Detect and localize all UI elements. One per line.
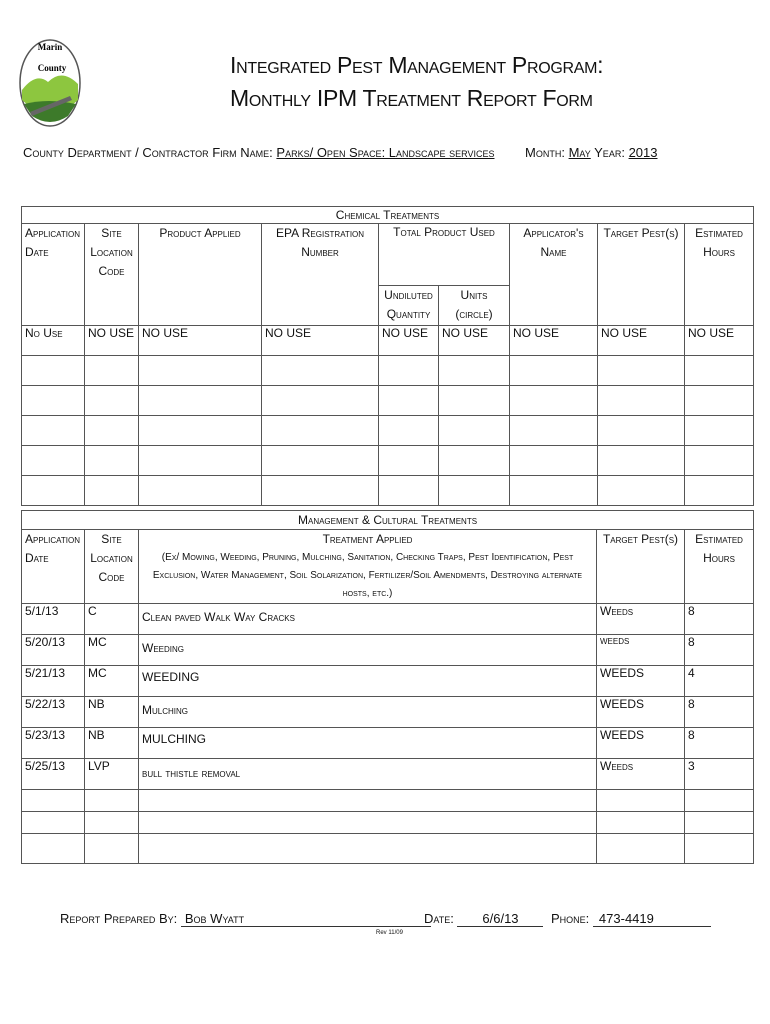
month-value: May — [568, 145, 591, 160]
table-row — [22, 759, 754, 790]
cell-treatment: bull thistle removal — [139, 759, 597, 790]
cell-site: NB — [85, 728, 139, 759]
form-subtitle: Monthly IPM Treatment Report Form — [230, 85, 593, 111]
chem-header-undiluted: Undiluted Quantity — [379, 286, 439, 326]
table-row — [22, 476, 754, 506]
cell-undiluted: NO USE — [379, 326, 439, 356]
table-row — [22, 635, 754, 666]
mgmt-header-target: Target Pest(s) — [597, 530, 685, 604]
dept-line — [23, 145, 495, 160]
table-row — [22, 326, 754, 356]
cell-applicator: NO USE — [510, 326, 598, 356]
date-field — [424, 911, 543, 927]
mgmt-header-app-date: Application Date — [22, 530, 85, 604]
marin-county-logo — [18, 38, 82, 128]
chem-header-epa: EPA Registration Number — [262, 224, 379, 326]
cell-target: NO USE — [598, 326, 685, 356]
logo-text-1: Marin — [37, 42, 63, 52]
cell-hours: NO USE — [685, 326, 754, 356]
logo-text-2: County — [37, 63, 67, 73]
cell-hours: 3 — [685, 759, 754, 790]
cell-hours: 4 — [685, 666, 754, 697]
cell-site: NB — [85, 697, 139, 728]
management-treatments-table — [21, 510, 754, 864]
phone-line — [593, 911, 711, 927]
cell-date: 5/20/13 — [22, 635, 85, 666]
chem-header-site-code: Site Location Code — [85, 224, 139, 326]
year-label: Year: — [594, 145, 625, 160]
table-row — [22, 446, 754, 476]
month-label: Month: — [525, 145, 565, 160]
mgmt-header-hours: Estimated Hours — [685, 530, 754, 604]
cell-site: C — [85, 604, 139, 635]
cell-treatment: MULCHING — [139, 728, 597, 759]
cell-date: 5/1/13 — [22, 604, 85, 635]
revision-label: Rev 11/09 — [376, 930, 403, 936]
phone-label: Phone: — [551, 911, 590, 926]
table-row — [22, 604, 754, 635]
cell-treatment: WEEDING — [139, 666, 597, 697]
chem-header-units: Units (circle) — [439, 286, 510, 326]
phone-field — [551, 911, 711, 927]
table-row — [22, 416, 754, 446]
chem-header-target: Target Pest(s) — [598, 224, 685, 326]
cell-target: Weeds — [597, 604, 685, 635]
cell-date: 5/22/13 — [22, 697, 85, 728]
cell-site: MC — [85, 666, 139, 697]
cell-target: WEEDS — [597, 697, 685, 728]
cell-site-code: NO USE — [85, 326, 139, 356]
cell-site: LVP — [85, 759, 139, 790]
mgmt-section-title: Management & Cultural Treatments — [22, 511, 754, 530]
mgmt-header-treatment: Treatment Applied — [322, 532, 413, 546]
cell-units: NO USE — [439, 326, 510, 356]
chem-header-hours: Estimated Hours — [685, 224, 754, 326]
form-title: Integrated Pest Management Program: — [230, 52, 604, 78]
cell-treatment: Weeding — [139, 635, 597, 666]
date-line — [457, 911, 543, 927]
cell-app-date: No Use — [22, 326, 85, 356]
cell-treatment: Clean paved Walk Way Cracks — [139, 604, 597, 635]
year-value: 2013 — [628, 145, 658, 160]
phone-value: 473-4419 — [598, 911, 654, 926]
dept-value: Parks/ Open Space: Landscape services — [276, 145, 495, 160]
table-row — [22, 666, 754, 697]
cell-hours: 8 — [685, 635, 754, 666]
cell-target: Weeds — [597, 759, 685, 790]
mgmt-header-treatment-cell — [139, 530, 597, 604]
table-row — [22, 728, 754, 759]
prepared-label: Report Prepared By: — [60, 911, 178, 926]
cell-treatment: Mulching — [139, 697, 597, 728]
cell-target: weeds — [597, 635, 685, 666]
prepared-line — [181, 911, 431, 927]
table-row — [22, 386, 754, 416]
cell-site: MC — [85, 635, 139, 666]
cell-date: 5/21/13 — [22, 666, 85, 697]
mgmt-header-site-code: Site Location Code — [85, 530, 139, 604]
table-row — [22, 356, 754, 386]
date-label: Date: — [424, 911, 454, 926]
dept-label: County Department / Contractor Firm Name: — [23, 145, 273, 160]
cell-date: 5/23/13 — [22, 728, 85, 759]
cell-hours: 8 — [685, 604, 754, 635]
chem-header-applicator: Applicator's Name — [510, 224, 598, 326]
prepared-value: Bob Wyatt — [184, 911, 245, 926]
cell-hours: 8 — [685, 697, 754, 728]
cell-target: WEEDS — [597, 728, 685, 759]
table-row — [22, 790, 754, 812]
chem-header-total: Total Product Used — [379, 224, 510, 286]
cell-date: 5/25/13 — [22, 759, 85, 790]
table-row — [22, 812, 754, 834]
date-value: 6/6/13 — [482, 911, 519, 926]
mgmt-header-treatment-note: (Ex/ Mowing, Weeding, Pruning, Mulching, Sanitation, Checking Traps, Pest Identification, Pest Exclusion, Water Management, Soil Solarization, Fertilizer/Soil Amendments, Destroying alternate hosts, etc.) — [152, 552, 583, 599]
chem-header-product: Product Applied — [139, 224, 262, 326]
prepared-by — [60, 911, 431, 927]
month-line — [525, 145, 657, 160]
cell-product: NO USE — [139, 326, 262, 356]
chem-header-app-date: Application Date — [22, 224, 85, 326]
cell-target: WEEDS — [597, 666, 685, 697]
cell-hours: 8 — [685, 728, 754, 759]
table-row — [22, 697, 754, 728]
cell-epa: NO USE — [262, 326, 379, 356]
chem-section-title: Chemical Treatments — [22, 207, 754, 224]
chemical-treatments-table — [21, 206, 754, 506]
table-row — [22, 834, 754, 864]
